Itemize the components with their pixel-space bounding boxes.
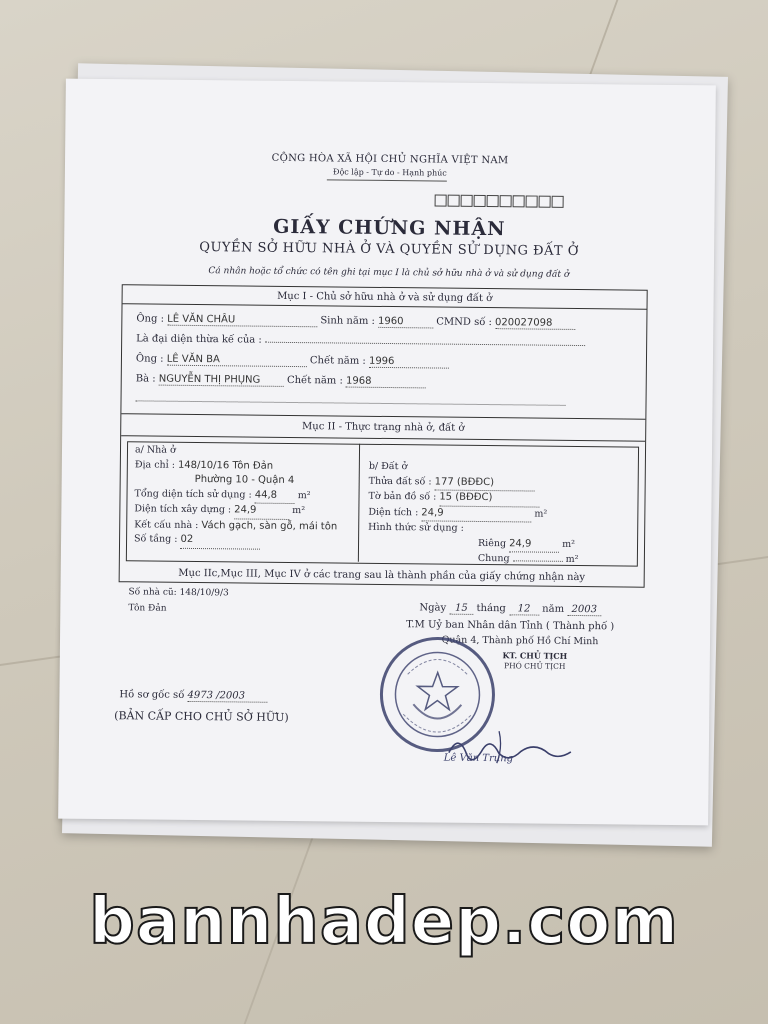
- record-line: [119, 689, 267, 703]
- motto-underline: [327, 179, 447, 181]
- floors-value: 02: [180, 533, 260, 549]
- private-unit: m²: [562, 538, 576, 550]
- section-1-heading: Mục I - Chủ sở hữu nhà ở và sử dụng đất ở: [277, 290, 493, 305]
- land-label: b/ Đất ở: [368, 460, 408, 473]
- map-value: 15 (BĐĐC): [439, 491, 539, 508]
- record-value: 4973 /2003: [187, 690, 267, 703]
- birth-label: Sinh năm :: [320, 315, 375, 327]
- authority-line-4: PHÓ CHỦ TỊCH: [504, 661, 566, 671]
- divider: [121, 435, 645, 441]
- private-label: Riêng: [477, 537, 507, 549]
- record-label: Hồ sơ gốc số: [119, 689, 185, 701]
- father-label: Ông :: [135, 353, 164, 365]
- authority-line-2: Quận 4, Thành phố Hồ Chí Minh: [441, 634, 599, 648]
- land-column: [368, 460, 629, 568]
- owner-name: LÊ VĂN CHÂU: [167, 314, 317, 328]
- section-2-heading: Mục II - Thực trạng nhà ở, đất ở: [302, 421, 465, 434]
- authority-line-3: KT. CHỦ TỊCH: [502, 650, 568, 661]
- serial-number-boxes: [435, 194, 565, 207]
- floors-label: Số tầng :: [134, 533, 178, 545]
- shared-label: Chung: [477, 552, 510, 565]
- day-value: 15: [449, 603, 473, 615]
- mother-name: NGUYỄN THỊ PHỤNG: [159, 374, 284, 387]
- birth-year: 1960: [378, 316, 433, 329]
- father-death-year: 1996: [369, 356, 449, 369]
- total-area-label: Tổng diện tích sử dụng :: [134, 487, 252, 501]
- divider: [121, 413, 645, 419]
- month-label: tháng: [476, 602, 506, 615]
- build-area-unit: m²: [292, 505, 306, 517]
- shared-value: [513, 560, 563, 562]
- mother-label: Bà :: [135, 373, 156, 385]
- address-line-2: Phường 10 - Quận 4: [194, 473, 295, 487]
- father-row: [136, 353, 449, 368]
- owner-row: [136, 313, 575, 330]
- build-area-label: Diện tích xây dựng :: [134, 503, 232, 516]
- plot-label: Thửa đất số :: [368, 475, 432, 487]
- structure-label: Kết cấu nhà :: [134, 518, 199, 531]
- certificate-page: [58, 79, 716, 826]
- structure-value: Vách gạch, sàn gỗ, mái tôn: [201, 519, 338, 532]
- land-area-value: 24,9: [421, 506, 531, 523]
- certificate-frame: [119, 284, 648, 587]
- heir-row: [136, 333, 585, 349]
- issue-date: [360, 602, 660, 617]
- id-label: CMND số :: [436, 316, 492, 329]
- authority-line-1: T.M Uỷ ban Nhân dân Tỉnh ( Thành phố ): [406, 619, 615, 633]
- signature-icon: [439, 723, 580, 774]
- id-number: 020027098: [495, 317, 575, 330]
- map-label: Tờ bản đồ số :: [368, 490, 437, 503]
- plot-value: 177 (BĐĐC): [435, 475, 535, 492]
- mother-row: [136, 373, 426, 388]
- year-value: 2003: [567, 604, 601, 616]
- land-area-unit: m²: [534, 508, 548, 520]
- build-area-value: 24,9: [234, 503, 289, 519]
- old-house-number: Số nhà cũ: 148/10/9/3: [128, 587, 229, 599]
- private-value: 24,9: [509, 537, 559, 553]
- year-label: năm: [542, 603, 565, 615]
- old-street: Tôn Đản: [128, 603, 167, 614]
- shared-unit: m²: [565, 553, 579, 566]
- certificate-subtitle: QUYỀN SỞ HỮU NHÀ Ở VÀ QUYỀN SỬ DỤNG ĐẤT Ở: [199, 240, 580, 259]
- father-name: LÊ VĂN BA: [167, 354, 307, 367]
- copy-note: (BẢN CẤP CHO CHỦ SỞ HỮU): [114, 709, 289, 724]
- continuation-note: Mục IIc,Mục III, Mục IV ở các trang sau là thành phần của giấy chứng nhận này: [178, 567, 586, 584]
- motto: Độc lập - Tự do - Hạnh phúc: [332, 167, 447, 178]
- month-value: 12: [509, 603, 539, 615]
- total-area-unit: m²: [297, 489, 311, 501]
- house-label: a/ Nhà ở: [134, 444, 176, 456]
- mother-death-label: Chết năm :: [286, 374, 343, 387]
- address-label: Địa chỉ :: [134, 458, 176, 471]
- address-value: 148/10/16 Tôn Đản: [177, 459, 274, 472]
- blank-row: [135, 393, 565, 409]
- mother-death-year: 1968: [346, 376, 426, 389]
- signer-name: Lê Văn Trung: [443, 752, 514, 765]
- day-label: Ngày: [419, 602, 447, 614]
- father-death-label: Chết năm :: [309, 355, 366, 367]
- republic-header: CỘNG HÒA XÃ HỘI CHỦ NGHĨA VIỆT NAM: [271, 152, 509, 167]
- site-watermark: bannhadep.com: [89, 885, 679, 959]
- certificate-title: GIẤY CHỨNG NHẬN: [273, 215, 506, 241]
- owner-label: Ông :: [136, 313, 165, 325]
- usage-label: Hình thức sử dụng :: [368, 521, 464, 534]
- house-column: [134, 443, 355, 550]
- certificate-intro: Cá nhân hoặc tổ chức có tên ghi tại mục I là chủ sở hữu nhà ở và sử dụng đất ở: [208, 266, 570, 280]
- land-area-label: Diện tích :: [368, 506, 419, 518]
- heir-label: Là đại diện thừa kế của :: [136, 333, 262, 346]
- total-area-value: 44,8: [255, 488, 295, 504]
